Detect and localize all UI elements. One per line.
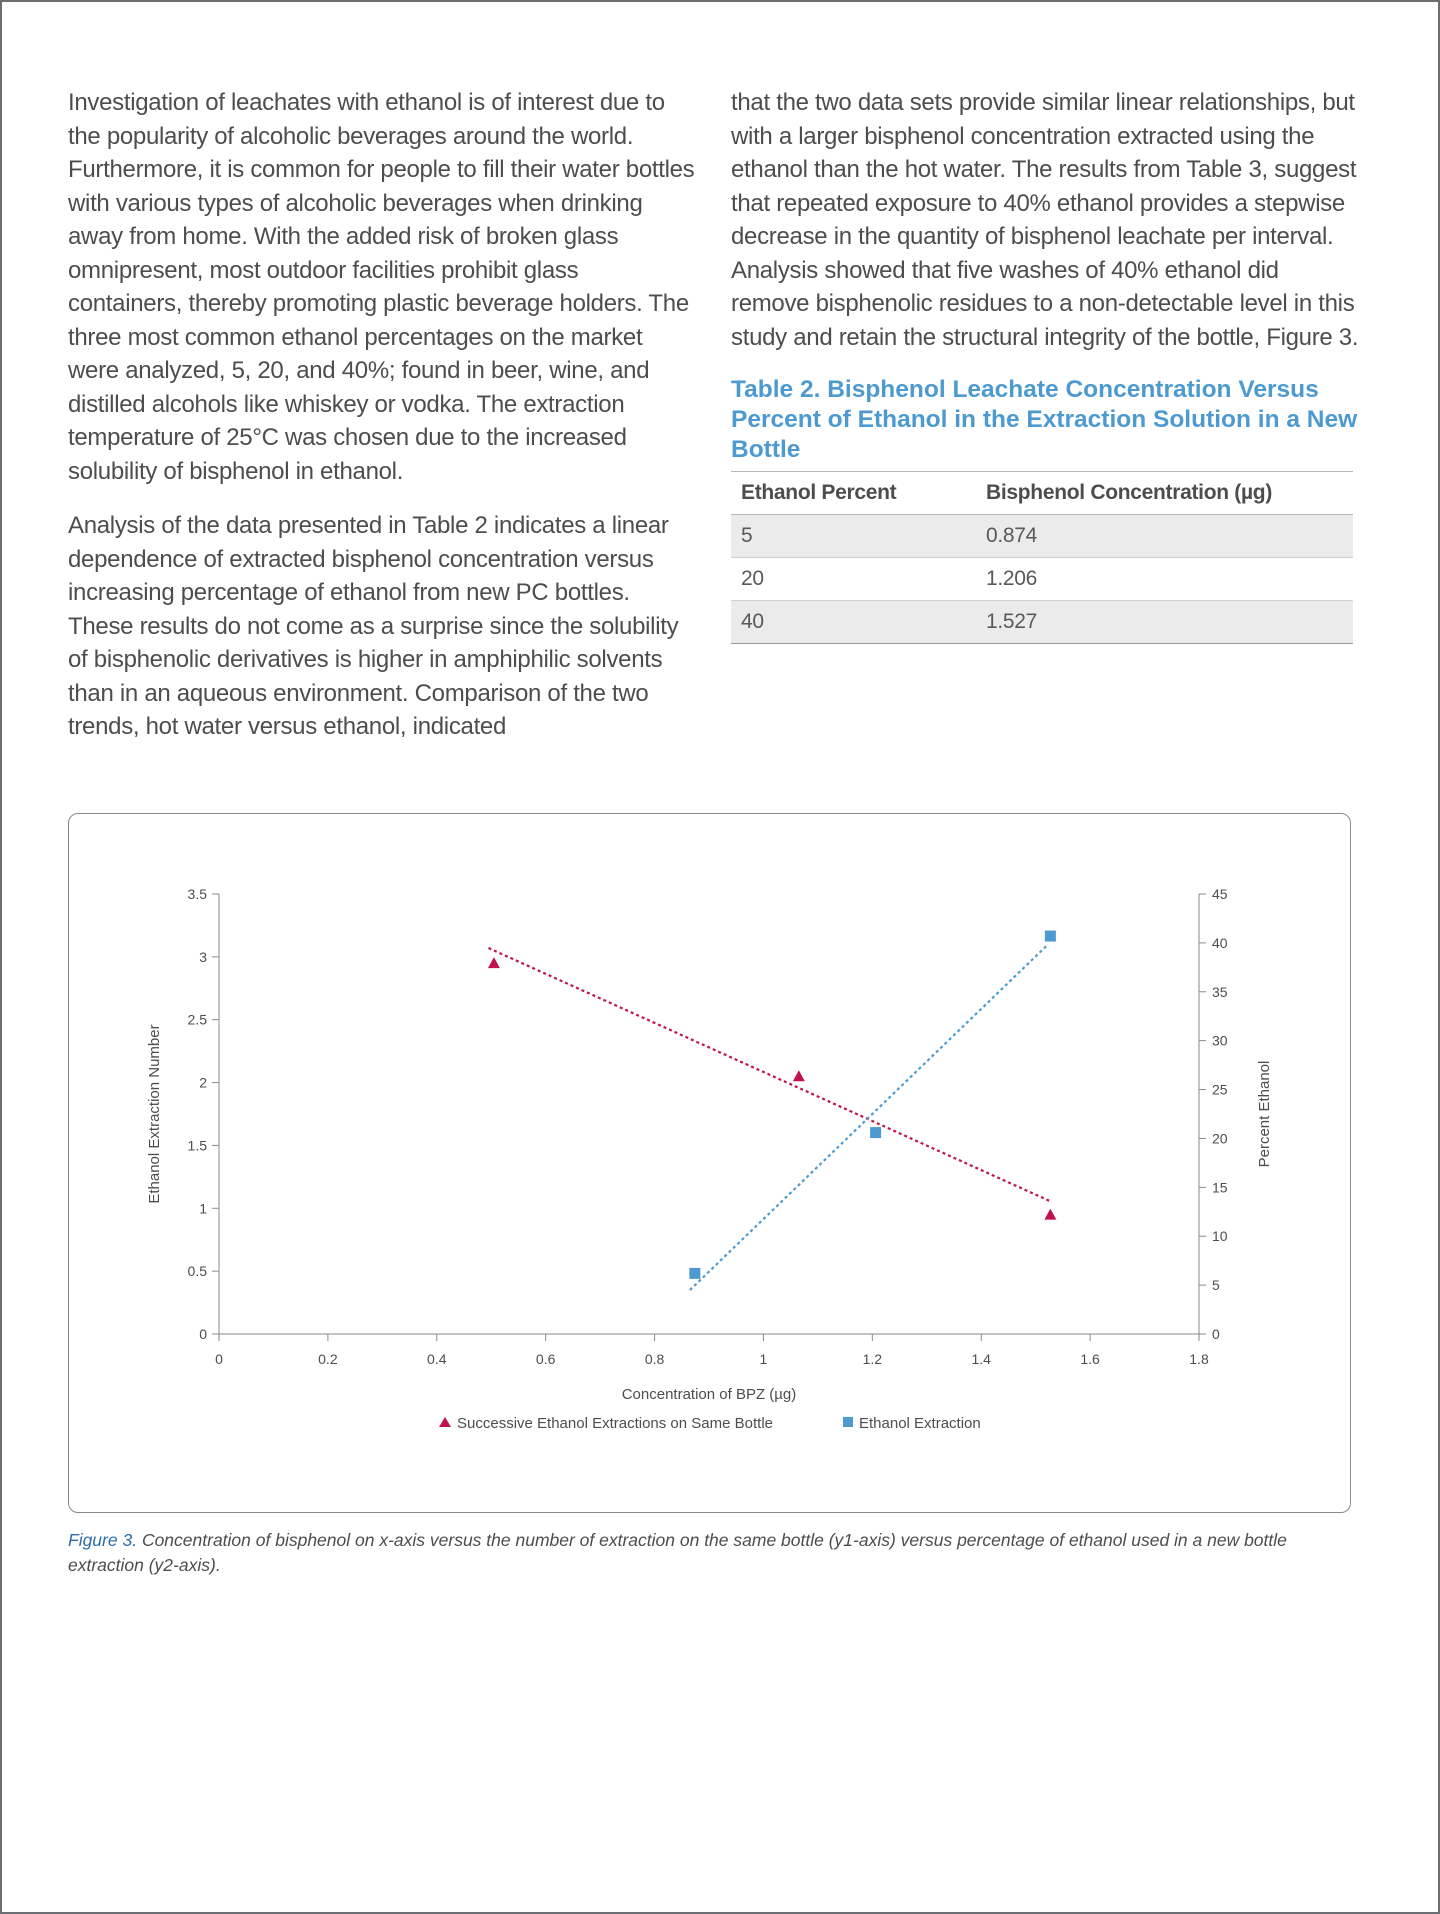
table-title: Table 2. Bisphenol Leachate Concentration Versus Percent of Ethanol in the Extraction Solution in a New Bottle — [731, 376, 1358, 463]
table-cell: 0.874 — [976, 515, 1353, 558]
data-point-ethanol — [870, 1127, 881, 1138]
data-point-ethanol — [689, 1268, 700, 1279]
figure-caption — [68, 1528, 1358, 1578]
y2-tick-label: 10 — [1212, 1228, 1228, 1245]
x-axis-title: Concentration of BPZ (µg) — [621, 1386, 797, 1403]
right-column — [731, 86, 1361, 644]
y-tick-label: 1.5 — [187, 1137, 207, 1154]
table-cell: 20 — [731, 558, 976, 601]
table-cell: 1.206 — [976, 558, 1353, 601]
x-tick-label: 0.2 — [318, 1351, 338, 1367]
legend-label-ethanol: Ethanol Extraction — [859, 1415, 981, 1432]
x-tick-label: 0 — [215, 1351, 223, 1367]
caption-label: Figure 3. — [68, 1530, 138, 1550]
body-paragraph: Analysis of the data presented in Table 2 indicates a linear dependence of extracted bisphenol concentration versus increasing percentage of ethanol from new PC bottles. These results do not come as a surprise since the solubility of bisphenolic derivatives is higher in amphiphilic solvents than in an aqueous environment. Comparison of the two trends, hot water versus ethanol, indicated — [68, 512, 679, 740]
y-tick-label: 1 — [199, 1200, 207, 1217]
y2-tick-label: 25 — [1212, 1081, 1228, 1098]
x-tick-label: 1 — [759, 1351, 768, 1367]
x-tick-label: 0.8 — [644, 1351, 665, 1367]
x-tick-label: 1.2 — [862, 1351, 883, 1367]
table-cell: 40 — [731, 601, 976, 644]
x-tick-label: 1.8 — [1189, 1351, 1209, 1367]
data-point-successive — [793, 1070, 805, 1081]
y2-tick-label: 5 — [1212, 1277, 1220, 1294]
x-tick-label: 1.4 — [971, 1351, 991, 1367]
y2-tick-label: 0 — [1212, 1326, 1220, 1342]
y2-tick-label: 35 — [1212, 983, 1228, 1000]
table-cell: 1.527 — [976, 601, 1353, 644]
legend-label-successive: Successive Ethanol Extractions on Same Bottle — [457, 1415, 773, 1432]
body-paragraph: that the two data sets provide similar linear relationships, but with a larger bisphenol concentration extracted using the ethanol than the hot water. The results from Table 3, suggest that repeated exposure to 40% ethanol provides a stepwise decrease in the quantity of bisphenol leachate per interval. Analysis showed that five washes of 40% ethanol did remove bisphenolic residues to a non-detectable level in this study and retain the structural integrity of the bottle, Figure 3. — [731, 89, 1359, 351]
y-tick-label: 3 — [199, 948, 207, 965]
table-row — [731, 515, 1353, 558]
y-tick-label: 0.5 — [187, 1263, 207, 1280]
table-row — [731, 601, 1353, 644]
y-tick-label: 2 — [199, 1074, 207, 1091]
y2-tick-label: 15 — [1212, 1179, 1228, 1196]
data-point-successive — [1044, 1209, 1056, 1220]
legend-marker-successive — [439, 1417, 451, 1427]
y-tick-label: 0 — [199, 1326, 207, 1342]
caption-text: Concentration of bisphenol on x-axis versus the number of extraction on the same bottle (y1-axis) versus percentage of ethanol used in a new bottle extraction (y2-axis). — [68, 1530, 1287, 1575]
y-tick-label: 2.5 — [187, 1011, 207, 1028]
body-paragraph: Investigation of leachates with ethanol is of interest due to the popularity of alcoholic beverages around the world. Furthermore, it is common for people to fill their water bottles with various types of alcoholic beverages when drinking away from home. With the added risk of broken glass omnipresent, most outdoor facilities prohibit glass containers, thereby promoting plastic beverage holders. The three most common ethanol percentages on the market were analyzed, 5, 20, and 40%; found in beer, wine, and distilled alcohols like whiskey or vodka. The extraction temperature of 25°C was chosen due to the increased solubility of bisphenol in ethanol. — [68, 89, 695, 485]
data-table — [731, 471, 1353, 644]
trendline-ethanol — [690, 946, 1047, 1290]
table-header-row — [731, 472, 1353, 515]
x-tick-label: 0.4 — [427, 1351, 447, 1367]
legend-marker-ethanol — [843, 1417, 853, 1427]
x-tick-label: 0.6 — [535, 1351, 556, 1367]
table-row — [731, 558, 1353, 601]
table-header-cell: Bisphenol Concentration (µg) — [976, 472, 1353, 515]
y-tick-label: 3.5 — [187, 886, 207, 902]
trendline-successive — [489, 948, 1053, 1202]
data-point-ethanol — [1045, 931, 1056, 942]
chart-container — [68, 813, 1351, 1513]
x-tick-label: 1.6 — [1080, 1351, 1100, 1367]
chart — [69, 814, 1352, 1514]
y-axis-title: Ethanol Extraction Number — [146, 1024, 163, 1204]
table-header-cell: Ethanol Percent — [731, 472, 976, 515]
y2-tick-label: 45 — [1212, 886, 1228, 902]
y2-tick-label: 40 — [1212, 934, 1228, 951]
table-cell: 5 — [731, 515, 976, 558]
left-column — [68, 86, 698, 765]
data-point-successive — [488, 957, 500, 968]
y2-axis-title: Percent Ethanol — [1256, 1060, 1273, 1168]
y2-tick-label: 30 — [1212, 1032, 1228, 1049]
y2-tick-label: 20 — [1212, 1130, 1228, 1147]
